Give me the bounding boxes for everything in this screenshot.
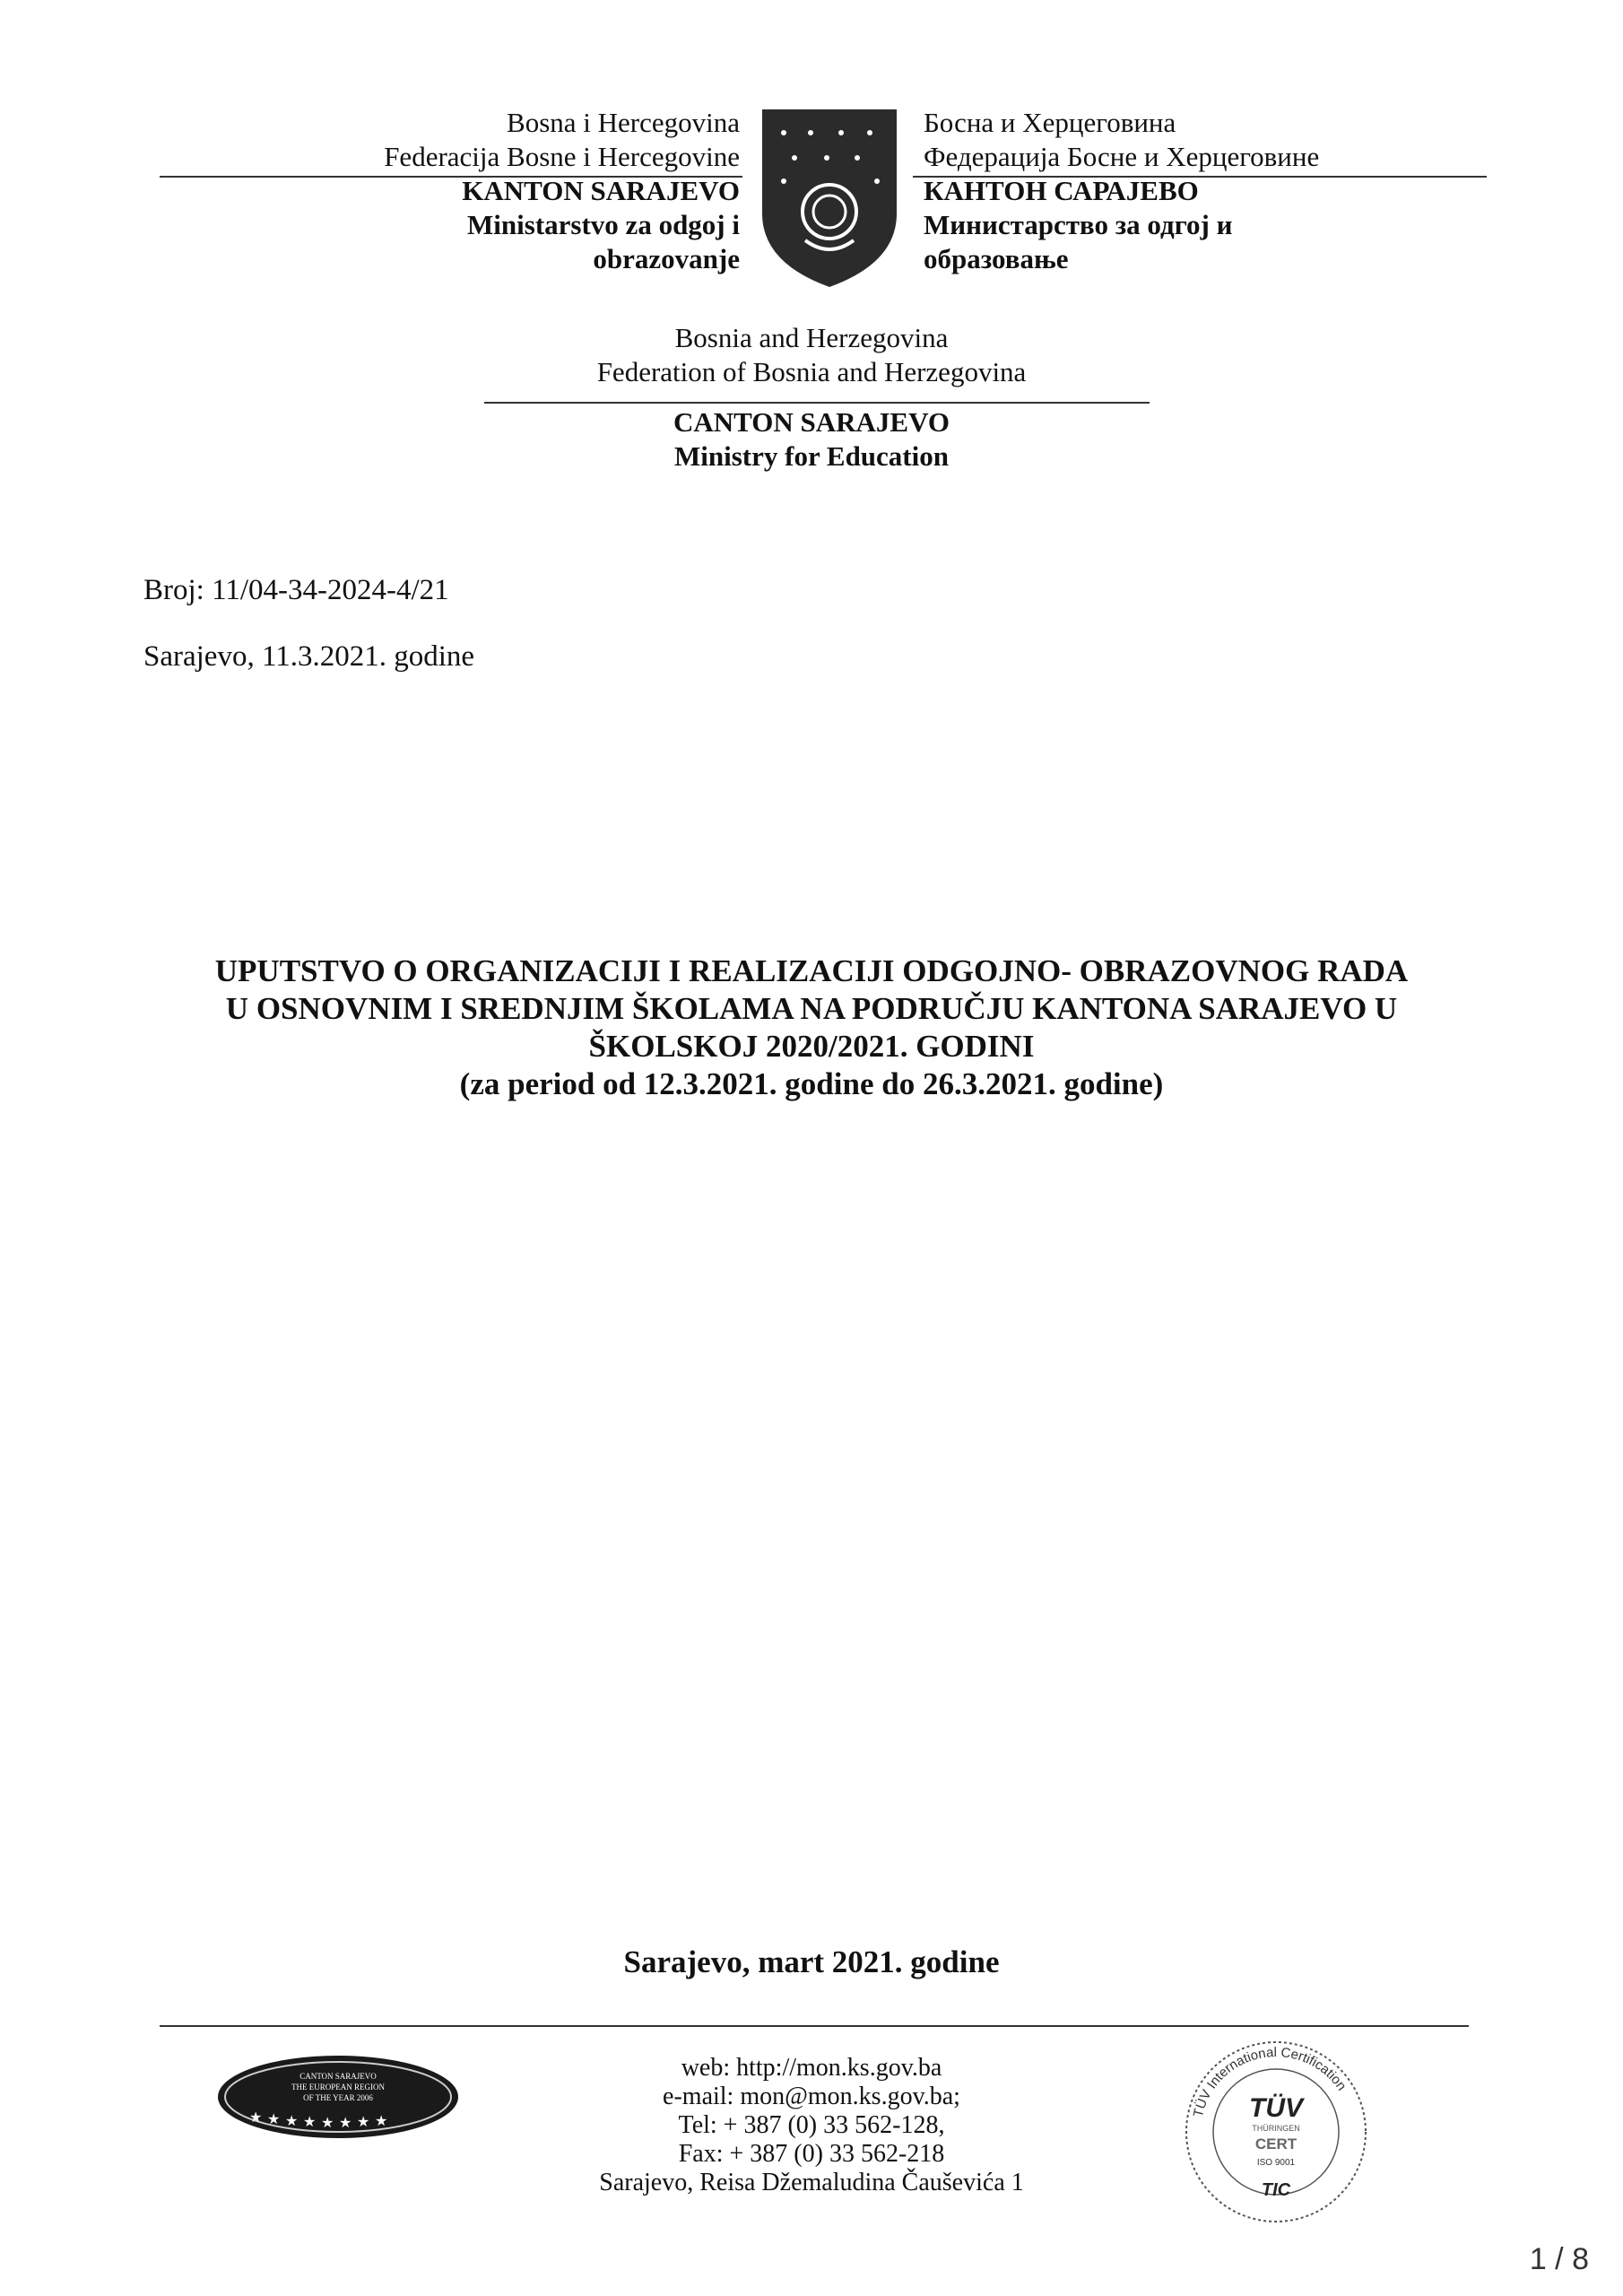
header-cyrillic-ministry-line2: образовање bbox=[924, 243, 1069, 274]
header-english bbox=[0, 321, 1623, 474]
contact-tel: Tel: + 387 (0) 33 562-128, bbox=[678, 2111, 945, 2139]
title-line-3: ŠKOLSKOJ 2020/2021. GODINI bbox=[588, 1029, 1035, 1064]
svg-text:TIC: TIC bbox=[1261, 2180, 1291, 2200]
coat-of-arms-icon bbox=[759, 106, 900, 291]
header-latin-country: Bosna i Hercegovina bbox=[507, 107, 740, 138]
svg-text:★: ★ bbox=[339, 2114, 352, 2131]
svg-text:★: ★ bbox=[249, 2109, 263, 2126]
header-cyrillic bbox=[924, 106, 1319, 276]
header-english-ministry: Ministry for Education bbox=[674, 440, 949, 472]
header-latin bbox=[384, 106, 740, 276]
page-indicator: 1 / 8 bbox=[1529, 2242, 1589, 2276]
svg-text:★: ★ bbox=[303, 2113, 317, 2130]
svg-text:CERT: CERT bbox=[1254, 2135, 1298, 2152]
svg-text:★: ★ bbox=[285, 2112, 299, 2129]
svg-text:TÜV: TÜV bbox=[1249, 2093, 1303, 2123]
svg-text:THÜRINGEN: THÜRINGEN bbox=[1252, 2124, 1300, 2133]
title-line-4: (za period od 12.3.2021. godine do 26.3.2021. godine) bbox=[459, 1066, 1164, 1101]
svg-text:★: ★ bbox=[357, 2113, 370, 2130]
contact-block bbox=[0, 2054, 1623, 2197]
document-place-date: Sarajevo, 11.3.2021. godine bbox=[143, 640, 475, 673]
header-english-country: Bosnia and Herzegovina bbox=[674, 322, 949, 353]
header-cyrillic-ministry-line1: Министарство за одгој и bbox=[924, 209, 1233, 240]
title-line-2: U OSNOVNIM I SREDNJIM ŠKOLAMA NA PODRUČJU KANTONA SARAJEVO U bbox=[225, 991, 1398, 1026]
header-cyrillic-federation: Федерација Босне и Херцеговине bbox=[924, 141, 1320, 172]
svg-text:TÜV International Certificatio: TÜV International Certification bbox=[1190, 2044, 1350, 2119]
contact-email: e-mail: mon@mon.ks.gov.ba; bbox=[663, 2083, 960, 2110]
header-latin-ministry-line2: obrazovanje bbox=[593, 243, 740, 274]
document-number: Broj: 11/04-34-2024-4/21 bbox=[143, 574, 449, 606]
contact-address: Sarajevo, Reisa Džemaludina Čauševića 1 bbox=[599, 2169, 1024, 2196]
footer-rule bbox=[160, 2025, 1469, 2027]
header-latin-canton: KANTON SARAJEVO bbox=[462, 175, 740, 206]
tuv-certification-seal-icon bbox=[1182, 2038, 1370, 2226]
header-cyrillic-canton: КАНТОН САРАЈЕВО bbox=[924, 175, 1199, 206]
header-english-canton: CANTON SARAJEVO bbox=[673, 406, 950, 438]
svg-text:★: ★ bbox=[267, 2110, 281, 2127]
svg-text:ISO 9001: ISO 9001 bbox=[1256, 2158, 1296, 2168]
svg-text:OF THE YEAR 2006: OF THE YEAR 2006 bbox=[303, 2093, 373, 2102]
contact-web: web: http://mon.ks.gov.ba bbox=[681, 2054, 942, 2082]
header-latin-federation: Federacija Bosne i Hercegovine bbox=[384, 141, 740, 172]
header-cyrillic-country: Босна и Херцеговина bbox=[924, 107, 1176, 138]
footer-place-date: Sarajevo, mart 2021. godine bbox=[623, 1944, 1000, 1979]
document-title bbox=[0, 952, 1623, 1103]
svg-text:THE EUROPEAN REGION: THE EUROPEAN REGION bbox=[291, 2083, 385, 2092]
contact-fax: Fax: + 387 (0) 33 562-218 bbox=[678, 2140, 945, 2168]
header-latin-ministry-line1: Ministarstvo za odgoj i bbox=[467, 209, 740, 240]
svg-text:★: ★ bbox=[321, 2114, 334, 2131]
svg-text:★: ★ bbox=[375, 2112, 388, 2129]
svg-text:CANTON SARAJEVO: CANTON SARAJEVO bbox=[299, 2072, 377, 2081]
header-english-rule bbox=[484, 402, 1150, 404]
title-line-1: UPUTSTVO O ORGANIZACIJI I REALIZACIJI ODGOJNO- OBRAZOVNOG RADA bbox=[214, 953, 1409, 988]
header-english-federation: Federation of Bosnia and Herzegovina bbox=[596, 356, 1027, 387]
